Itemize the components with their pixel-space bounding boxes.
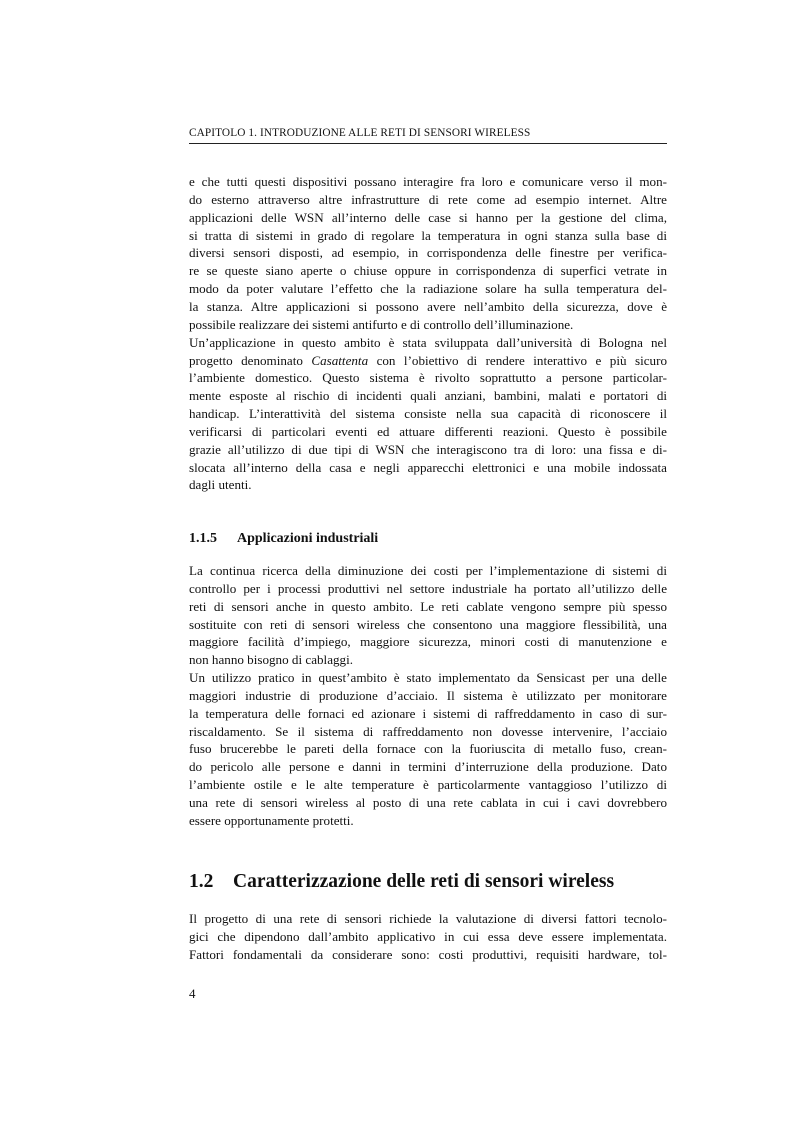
text-line: la stanza. Altre applicazioni si possono avere nell’ambito della sicurezza, dove è xyxy=(189,298,667,314)
text-line: si tratta di sistemi in grado di regolare la temperatura in ogni stanza sulla base di xyxy=(189,227,667,243)
text-line: possibile realizzare dei sistemi antifurto e di controllo dell’illuminazione. xyxy=(189,316,574,332)
paragraph-casattenta xyxy=(189,334,667,495)
text-line: verificarsi di particolari eventi ed attuare differenti reazioni. Questo è possibile xyxy=(189,423,667,439)
subsection-heading xyxy=(189,531,378,547)
text-line: controllo per i processi produttivi nel settore industriale ha portato all’utilizzo delle xyxy=(189,580,667,596)
header-rule xyxy=(189,143,667,144)
text-segment: progetto denominato xyxy=(189,352,312,368)
text-line: do pericolo alle persone e danni in termini d’interruzione della produzione. Dato xyxy=(189,759,667,775)
text-line: la temperatura delle fornaci ed azionare i sistemi di raffreddamento in caso di sur- xyxy=(189,705,667,721)
text-line: e che tutti questi dispositivi possano interagire fra loro e comunicare verso il mon- xyxy=(189,174,667,189)
text-line: modo da poter valutare l’effetto che la radiazione solare ha sulla temperatura del- xyxy=(189,281,667,297)
text-line: non hanno bisogno di cablaggi. xyxy=(189,652,354,668)
section-title: Caratterizzazione delle reti di sensori wireless xyxy=(233,871,615,892)
text-line: maggiori industrie di produzione d’acciaio. Il sistema è utilizzato per monitorare xyxy=(189,687,667,703)
text-line: reti di sensori anche in questo ambito. Le reti cablate vengono sempre più spesso xyxy=(189,598,667,614)
text-line xyxy=(189,352,667,370)
running-head: CAPITOLO 1. INTRODUZIONE ALLE RETI DI SENSORI WIRELESS xyxy=(189,127,531,139)
text-line: slocata all’interno della casa e negli apparecchi elettronici e una mobile indossata xyxy=(189,459,667,475)
paragraph-characterization xyxy=(189,910,667,964)
subsection-title: Applicazioni industriali xyxy=(237,531,379,546)
section-number: 1.2 xyxy=(189,871,214,892)
text-line: sostituite con reti di sensori wireless che consentono una maggiore flessibilità, una xyxy=(189,616,667,632)
paragraph-sensicast xyxy=(189,669,667,830)
text-line: fuso brucerebbe le pareti della fornace con la fuoriuscita di metallo fuso, crean- xyxy=(189,741,667,757)
text-line: maggiore facilità d’impiego, maggiore sicurezza, minori costi di manutenzione e xyxy=(189,634,667,650)
text-line: Un’applicazione in questo ambito è stata sviluppata dall’università di Bologna nel xyxy=(189,334,667,350)
text-line: dagli utenti. xyxy=(189,477,252,493)
text-line: mente esposte al rischio di incidenti quali anziani, bambini, malati e portatori di xyxy=(189,388,667,404)
paragraph-industrial xyxy=(189,562,667,669)
text-line: grazie all’utilizzo di due tipi di WSN che interagiscono tra di loro: una fissa e di- xyxy=(189,441,667,457)
text-line: gici che dipendono dall’ambito applicativo in cui essa deve essere implementata. xyxy=(189,928,667,944)
text-line: do esterno attraverso altre infrastrutture di rete come ad esempio internet. Altre xyxy=(189,191,667,207)
text-line: l’ambiente domestico. Questo sistema è rivolto soprattutto a persone particolar- xyxy=(189,370,667,386)
text-line: re se queste siano aperte o chiuse oppure in corrispondenza di superfici vetrate in xyxy=(189,263,667,279)
section-heading xyxy=(189,871,614,893)
text-line: l’ambiente ostile e le alte temperature è particolarmente vantaggioso l’utilizzo di xyxy=(189,777,667,793)
text-line: Il progetto di una rete di sensori richiede la valutazione di diversi fattori tecnolo- xyxy=(189,911,667,926)
subsection-number: 1.1.5 xyxy=(189,531,217,546)
text-line: riscaldamento. Se il sistema di raffreddamento non dovesse intervenire, l’acciaio xyxy=(189,723,667,739)
text-line: applicazioni delle WSN all’interno delle case si hanno per la gestione del clima, xyxy=(189,209,667,225)
project-name: Casattenta xyxy=(311,352,369,368)
text-line: essere opportunamente protetti. xyxy=(189,812,354,828)
paragraph-home-automation xyxy=(189,173,667,334)
text-line: una rete di sensori wireless al posto di una rete cablata in cui i cavi dovrebbero xyxy=(189,794,667,810)
text-segment: con l’obiettivo di rendere interattivo e più sicuro xyxy=(368,352,667,368)
text-line: La continua ricerca della diminuzione dei costi per l’implementazione di sistemi di xyxy=(189,563,667,578)
page-number: 4 xyxy=(189,986,196,1001)
text-line: diversi sensori disposti, ad esempio, in corrispondenza delle finestre per verifica- xyxy=(189,245,667,261)
text-line: Fattori fondamentali da considerare sono: costi produttivi, requisiti hardware, tol- xyxy=(189,946,667,962)
text-line: Un utilizzo pratico in quest’ambito è stato implementato da Sensicast per una delle xyxy=(189,670,667,685)
text-line: handicap. L’interattività del sistema consiste nella sua capacità di riconoscere il xyxy=(189,406,667,422)
